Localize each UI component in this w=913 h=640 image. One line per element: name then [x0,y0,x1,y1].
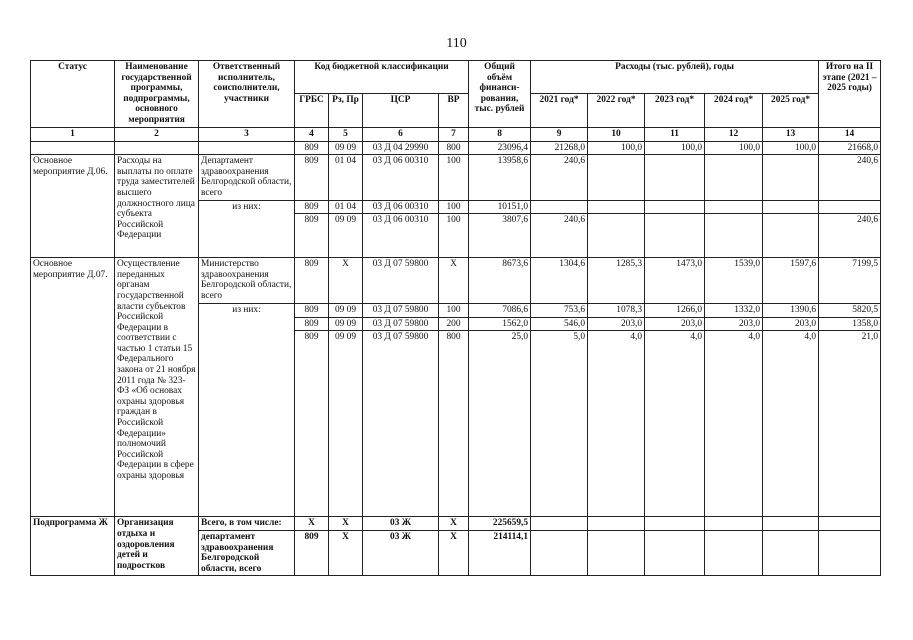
column-number: 4 [295,127,329,141]
header-2025: 2025 год* [763,94,819,127]
cell-csr: 03 Д 07 59800 [363,317,439,331]
header-rzpr: Рз, Пр [329,94,363,127]
cell-2023: 1266,0 [645,304,705,318]
cell-status: Основное мероприятие Д.06. [31,155,115,258]
cell-csr: 03 Д 06 00310 [363,155,439,200]
cell-2025: 1390,6 [763,304,819,318]
column-number: 13 [763,127,819,141]
table-row [31,141,881,155]
cell-responsible: Всего, в том числе: [199,517,295,531]
header-stage-total: Итого на II этапе (2021 – 2025 годы) [819,61,881,128]
cell-2024: 203,0 [705,317,763,331]
cell-vr: 200 [439,317,469,331]
cell-grbs: 809 [295,200,329,214]
cell-2025: 4,0 [763,331,819,517]
header-expenses: Расходы (тыс. рублей), годы [531,61,819,94]
column-number: 14 [819,127,881,141]
cell-2025: 1597,6 [763,258,819,304]
cell-csr: 03 Д 07 59800 [363,304,439,318]
cell-vr: 100 [439,304,469,318]
cell-responsible: Министерство здравоохранения Белгородской области, всего [199,258,295,304]
cell-csr: 03 Д 07 59800 [363,258,439,304]
cell-csr: 03 Д 07 59800 [363,331,439,517]
cell-rzpr: 09 09 [329,141,363,155]
cell-vr: 100 [439,200,469,214]
header-vr: ВР [439,94,469,127]
column-number: 9 [531,127,588,141]
cell-stage-total: 240,6 [819,214,881,258]
cell-2024: 4,0 [705,331,763,517]
cell-grbs: 809 [295,141,329,155]
header-2023: 2023 год* [645,94,705,127]
cell-2023: 4,0 [645,331,705,517]
cell-total: 25,0 [469,331,531,517]
cell-stage-total: 7199,5 [819,258,881,304]
cell-rzpr: 09 09 [329,331,363,517]
cell-total: 7086,6 [469,304,531,318]
column-number: 10 [588,127,645,141]
cell-2021: 546,0 [531,317,588,331]
cell-rzpr: Х [329,258,363,304]
cell-2021: 240,6 [531,155,588,200]
column-number: 1 [31,127,115,141]
column-number-row [31,127,881,141]
cell-grbs: 809 [295,258,329,304]
table-row [31,155,881,200]
cell-total: 10151,0 [469,200,531,214]
cell-vr: 800 [439,141,469,155]
cell-stage-total: 21668,0 [819,141,881,155]
cell-2021: 240,6 [531,214,588,258]
cell-total: 23096,4 [469,141,531,155]
cell-total: 225659,5 [469,517,531,531]
cell-2023: 203,0 [645,317,705,331]
column-number: 3 [199,127,295,141]
header-2021: 2021 год* [531,94,588,127]
cell-vr: Х [439,258,469,304]
table-row [31,258,881,304]
cell-grbs: 809 [295,317,329,331]
cell-2021: 1304,6 [531,258,588,304]
cell-vr: 800 [439,331,469,517]
cell-2022: 1078,3 [588,304,645,318]
cell-2024: 1539,0 [705,258,763,304]
cell-csr: 03 Ж [363,517,439,531]
cell-rzpr: 09 09 [329,317,363,331]
cell-status: Основное мероприятие Д.07. [31,258,115,517]
cell-csr: 03 Д 04 29990 [363,141,439,155]
header-2022: 2022 год* [588,94,645,127]
cell-iz-nih: из них: [199,200,295,258]
cell-csr: 03 Д 06 00310 [363,200,439,214]
cell-vr: 100 [439,214,469,258]
header-row-1 [31,61,881,94]
cell-csr: 03 Д 06 00310 [363,214,439,258]
table-row [31,517,881,531]
header-responsible: Ответственный исполнитель, соисполнители, участники [199,61,295,128]
cell-rzpr: 01 04 [329,155,363,200]
cell-2021: 5,0 [531,331,588,517]
cell-total: 3807,6 [469,214,531,258]
column-number: 5 [329,127,363,141]
cell-2022: 100,0 [588,141,645,155]
cell-vr: 100 [439,155,469,200]
cell-2022: 1285,3 [588,258,645,304]
header-total: Общий объём финанси-рования, тыс. рублей [469,61,531,128]
cell-2024: 1332,0 [705,304,763,318]
cell-2022: 4,0 [588,331,645,517]
cell-rzpr: Х [329,530,363,575]
cell-grbs: 809 [295,331,329,517]
cell-total: 1562,0 [469,317,531,331]
cell-responsible: Департамент здравоохранения Белгородской области, всего [199,155,295,200]
cell-2021: 21268,0 [531,141,588,155]
cell-name: Организация отдыха и оздоровления детей и подростков [115,517,199,576]
cell-rzpr: 09 09 [329,304,363,318]
column-number: 2 [115,127,199,141]
cell-vr: Х [439,517,469,531]
cell-stage-total: 5820,5 [819,304,881,318]
cell-grbs: Х [295,517,329,531]
cell-stage-total: 240,6 [819,155,881,200]
header-2024: 2024 год* [705,94,763,127]
cell-rzpr: 01 04 [329,200,363,214]
header-kbk: Код бюджетной классификации [295,61,469,94]
header-csr: ЦСР [363,94,439,127]
column-number: 6 [363,127,439,141]
cell-csr: 03 Ж [363,530,439,575]
cell-2023: 100,0 [645,141,705,155]
cell-2025: 203,0 [763,317,819,331]
cell-2023: 1473,0 [645,258,705,304]
column-number: 12 [705,127,763,141]
header-status: Статус [31,61,115,128]
budget-table [30,60,881,576]
cell-2021: 753,6 [531,304,588,318]
cell-grbs: 809 [295,304,329,318]
cell-stage-total: 1358,0 [819,317,881,331]
page-number: 110 [446,36,467,51]
cell-grbs: 809 [295,530,329,575]
cell-total: 8673,6 [469,258,531,304]
header-grbs: ГРБС [295,94,329,127]
column-number: 8 [469,127,531,141]
cell-iz-nih: из них: [199,304,295,517]
cell-stage-total: 21,0 [819,331,881,517]
header-name: Наименование государственной программы, подпрограммы, основного мероприятия [115,61,199,128]
cell-total: 214114,1 [469,530,531,575]
cell-rzpr: Х [329,517,363,531]
cell-grbs: 809 [295,214,329,258]
cell-total: 13958,6 [469,155,531,200]
cell-2024: 100,0 [705,141,763,155]
cell-vr: Х [439,530,469,575]
cell-rzpr: 09 09 [329,214,363,258]
cell-name: Осуществление переданных органам государственной власти субъектов Российской Федерации в соответствии с частью 1 статьи 15 Федерального закона от 21 ноября 2011 года № 323-ФЗ «Об основах охраны здоровья граждан в Российской Федерации» полномочий Российской Федерации в сфере охраны здоровья [115,258,199,517]
cell-status: Подпрограмма Ж [31,517,115,576]
column-number: 11 [645,127,705,141]
cell-2025: 100,0 [763,141,819,155]
cell-2022: 203,0 [588,317,645,331]
cell-name: Расходы на выплаты по оплате труда заместителей высшего должностного лица субъекта Российской Федерации [115,155,199,258]
cell-grbs: 809 [295,155,329,200]
column-number: 7 [439,127,469,141]
cell-responsible: департамент здравоохранения Белгородской области, всего [199,530,295,575]
